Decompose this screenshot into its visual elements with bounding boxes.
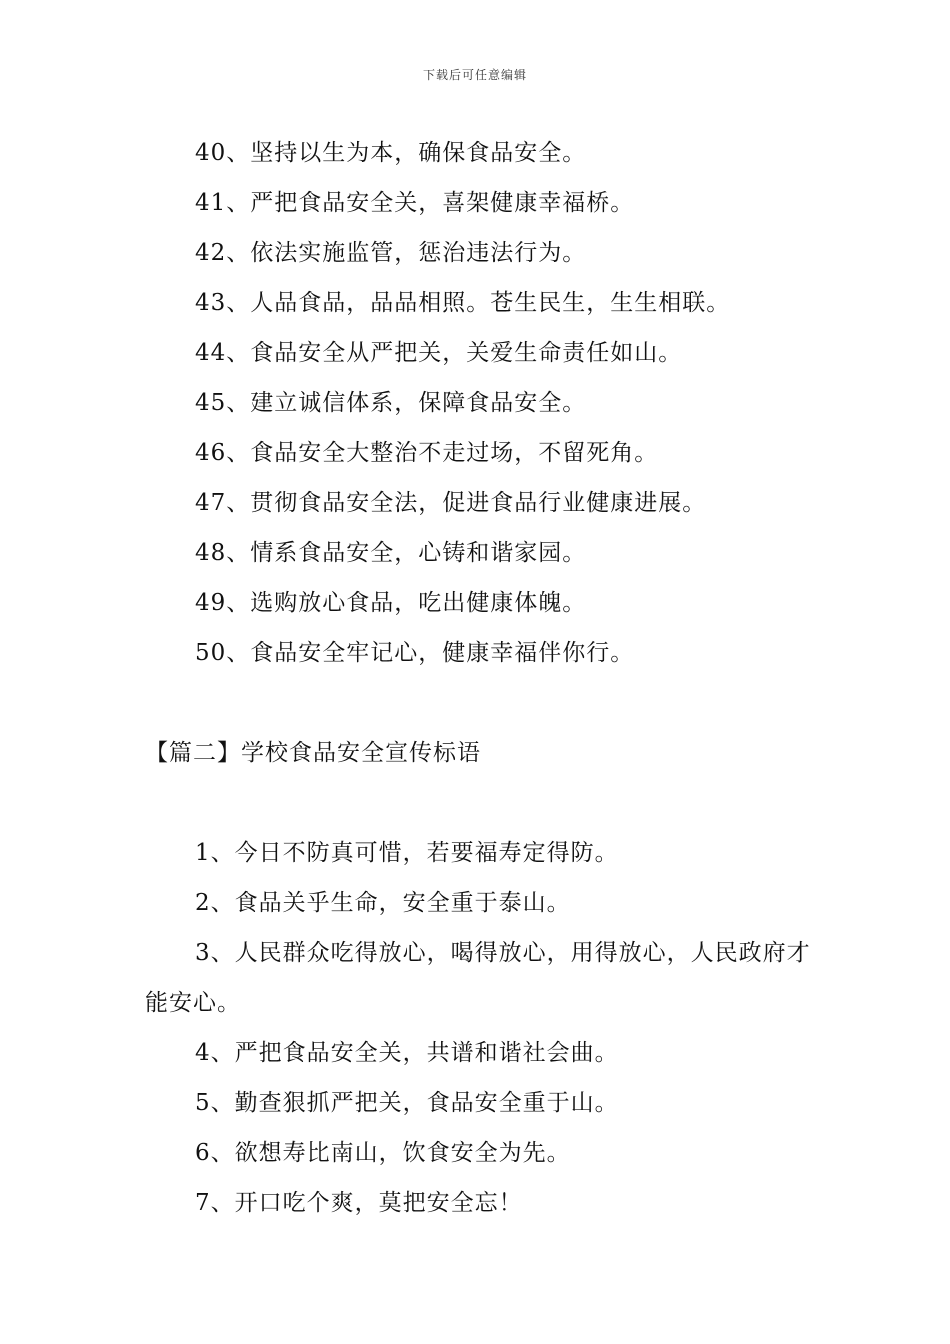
slogan-item: 2、食品关乎生命，安全重于泰山。 <box>195 890 571 916</box>
slogan-item: 49、选购放心食品，吃出健康体魄。 <box>195 590 587 616</box>
slogan-item: 47、贯彻食品安全法，促进食品行业健康进展。 <box>195 490 707 516</box>
slogan-item: 40、坚持以生为本，确保食品安全。 <box>195 140 587 166</box>
slogan-item: 1、今日不防真可惜，若要福寿定得防。 <box>195 840 619 866</box>
slogan-item: 42、依法实施监管，惩治违法行为。 <box>195 240 587 266</box>
slogan-item: 5、勤查狠抓严把关，食品安全重于山。 <box>195 1090 619 1116</box>
slogan-item: 4、严把食品安全关，共谱和谐社会曲。 <box>195 1040 619 1066</box>
slogan-item: 7、开口吃个爽，莫把安全忘！ <box>195 1190 523 1216</box>
slogan-item-wrapped: 3、人民群众吃得放心，喝得放心，用得放心，人民政府才能安心。 <box>145 940 811 1016</box>
section-title: 【篇二】学校食品安全宣传标语 <box>145 740 481 766</box>
slogan-item: 45、建立诚信体系，保障食品安全。 <box>195 390 587 416</box>
slogan-item: 44、食品安全从严把关，关爱生命责任如山。 <box>195 340 683 366</box>
spacer <box>145 778 815 828</box>
document-body <box>145 128 815 1228</box>
slogan-item: 48、情系食品安全，心铸和谐家园。 <box>195 540 587 566</box>
slogan-item: 46、食品安全大整治不走过场，不留死角。 <box>195 440 659 466</box>
slogan-item: 6、欲想寿比南山，饮食安全为先。 <box>195 1140 571 1166</box>
header-note: 下载后可任意编辑 <box>422 68 527 82</box>
slogan-item: 43、人品食品，品品相照。苍生民生，生生相联。 <box>195 290 731 316</box>
spacer <box>145 678 815 728</box>
slogan-item: 50、食品安全牢记心，健康幸福伴你行。 <box>195 640 635 666</box>
slogan-item: 41、严把食品安全关，喜架健康幸福桥。 <box>195 190 635 216</box>
